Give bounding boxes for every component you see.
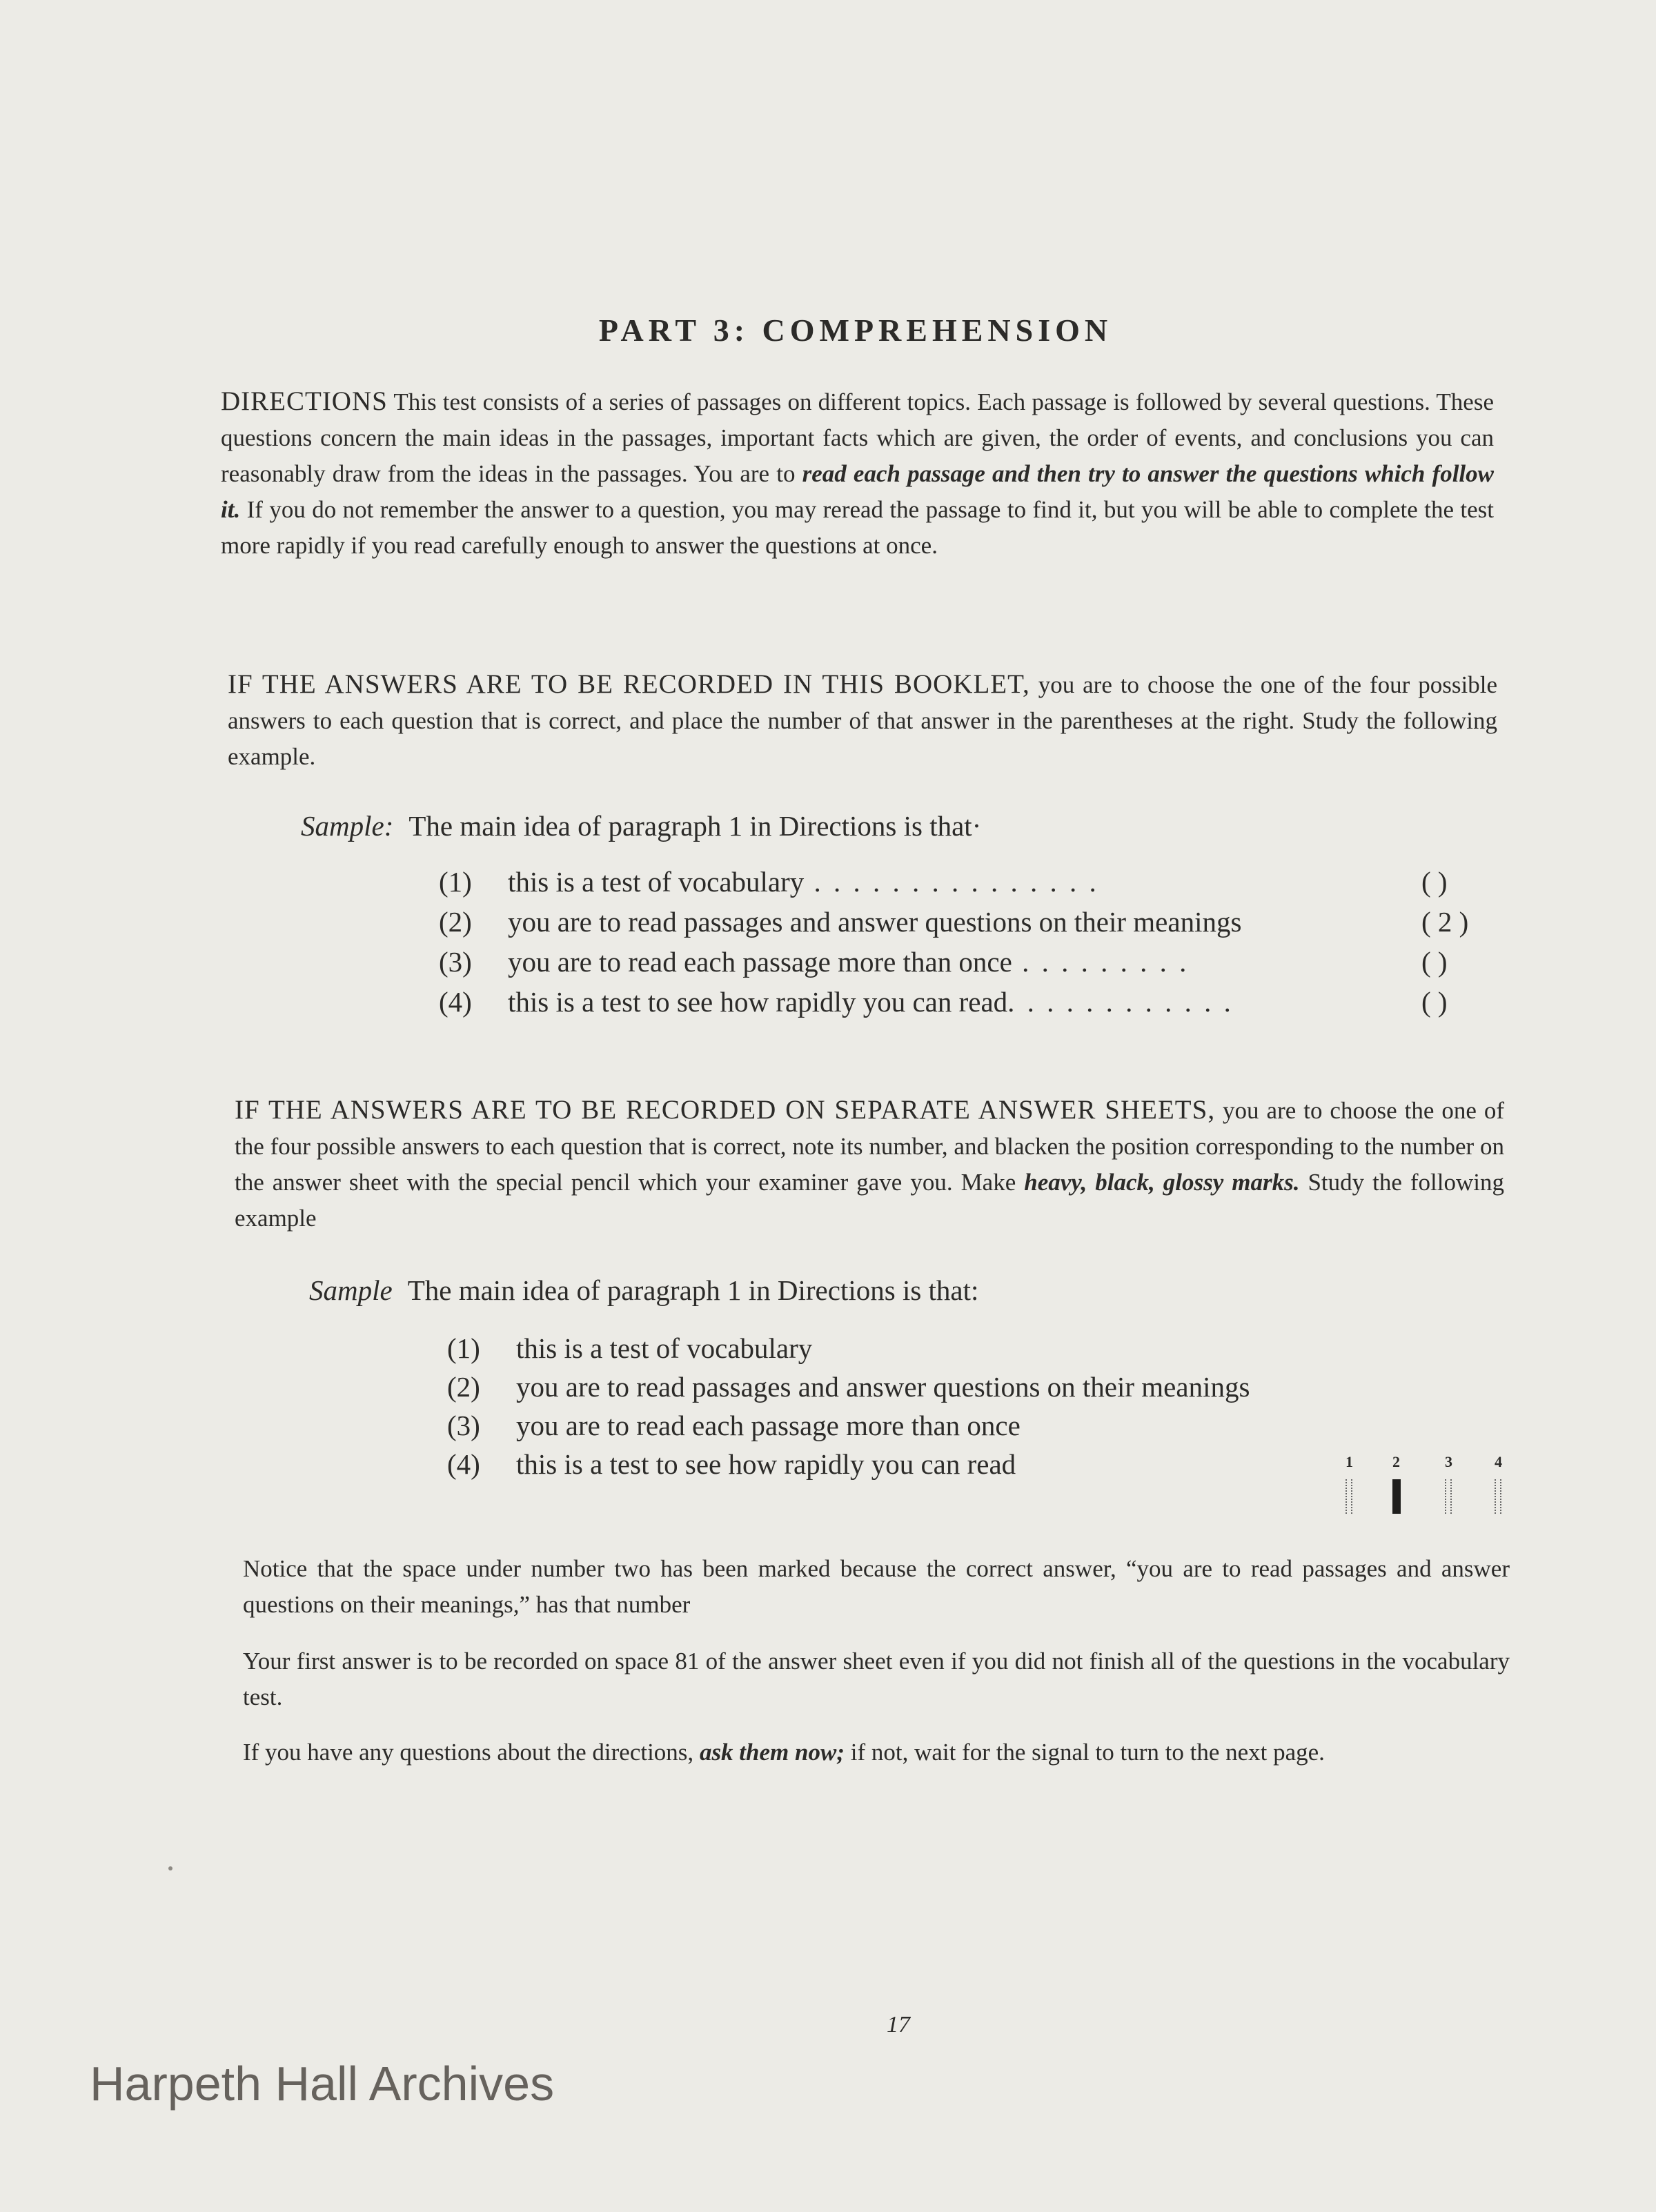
booklet-lead: IF THE ANSWERS ARE TO BE RECORDED IN THIS BOOKLET, [228, 669, 1030, 699]
page-number: 17 [887, 2012, 910, 2037]
directions-emphasis: read each passage and then try to answer the questions which follow it. [221, 460, 1494, 523]
option-number: (1) [447, 1332, 480, 1364]
sample1-paren: ( 2 ) [1421, 906, 1469, 938]
booklet-instructions [228, 666, 1497, 775]
leader-dots: . . . . . . . . . . . . [1007, 986, 1234, 1018]
answer-bubble-1 [1346, 1479, 1352, 1514]
ask-emphasis: ask them now; [699, 1739, 845, 1766]
sample1-option [439, 985, 1234, 1018]
answer-bubble-2-marked [1392, 1479, 1401, 1514]
option-number: (4) [447, 1448, 480, 1480]
sample2-option [447, 1409, 1021, 1442]
sample1-option [439, 945, 1189, 978]
answer-grid-label-1: 1 [1346, 1453, 1353, 1470]
option-text: this is a test to see how rapidly you can read [508, 986, 1008, 1018]
sheets-emphasis: heavy, black, glossy marks. [1024, 1169, 1300, 1196]
sample1-option [439, 865, 1099, 898]
sample2-option [447, 1448, 1016, 1481]
directions-text-2: If you do not remember the answer to a question, you may reread the passage to find it, but you will be able to complete the test more rapidly if you read carefully enough to answer the questions at once. [221, 496, 1494, 559]
sample1-question-text: The main idea of paragraph 1 in Directions is that· [408, 810, 982, 842]
first-answer-paragraph: Your first answer is to be recorded on space 81 of the answer sheet even if you did not finish all of the questions in the vocabulary test. [243, 1648, 1510, 1710]
sample2-question [309, 1274, 978, 1307]
sample2-question-text: The main idea of paragraph 1 in Directions is that: [407, 1274, 979, 1306]
option-number: (2) [447, 1371, 480, 1403]
sheets-text-2: Study the following example [235, 1169, 1504, 1232]
sample1-paren: ( ) [1421, 946, 1448, 978]
leader-dots: . . . . . . . . . [1012, 946, 1190, 978]
directions-paragraph [221, 384, 1494, 564]
ask-text-2: if not, wait for the signal to turn to the next page. [844, 1739, 1325, 1766]
sample1-paren: ( ) [1421, 986, 1448, 1018]
answer-sheet-instructions [235, 1092, 1504, 1236]
sample1-option [439, 905, 1241, 938]
archive-watermark: Harpeth Hall Archives [90, 2057, 555, 2111]
answer-grid-label-3: 3 [1445, 1453, 1452, 1470]
option-number: (3) [447, 1410, 480, 1441]
paper-speck [168, 1866, 172, 1870]
answer-grid-label-4: 4 [1495, 1453, 1502, 1470]
sample1-paren: ( ) [1421, 866, 1448, 898]
sheets-text-1: you are to choose the one of the four possible answers to each question that is correct, note its number, and blacken the position corresponding to the number on the answer sheet with the special pencil which your examiner gave you. Make [235, 1097, 1504, 1196]
questions-paragraph [243, 1735, 1510, 1770]
ask-text-1: If you have any questions about the directions, [243, 1739, 700, 1766]
booklet-text: you are to choose the one of the four possible answers to each question that is correct, and place the number of that answer in the parentheses at the right. Study the following example. [228, 671, 1497, 770]
option-text: you are to read each passage more than once [516, 1410, 1021, 1441]
notice-paragraph: Notice that the space under number two has been marked because the correct answer, “you are to read passages and answer questions on their meanings,” has that number [243, 1555, 1510, 1618]
answer-bubble-3 [1445, 1479, 1452, 1514]
leader-dots: . . . . . . . . . . . . . . . [804, 866, 1099, 898]
sheets-lead: IF THE ANSWERS ARE TO BE RECORDED ON SEPARATE ANSWER SHEETS, [235, 1095, 1216, 1125]
section-title: PART 3: COMPREHENSION [598, 313, 1113, 348]
sample2-label: Sample [309, 1274, 393, 1306]
option-text: this is a test to see how rapidly you can read [516, 1448, 1016, 1480]
sample2-option [447, 1332, 812, 1365]
option-number: (1) [439, 866, 472, 898]
option-text: you are to read passages and answer questions on their meanings [516, 1371, 1250, 1403]
directions-lead: DIRECTIONS [221, 386, 388, 416]
answer-grid-label-2: 2 [1392, 1453, 1400, 1470]
option-number: (3) [439, 946, 472, 978]
sample2-option [447, 1370, 1250, 1403]
option-text: this is a test of vocabulary [516, 1332, 813, 1364]
option-number: (4) [439, 986, 472, 1018]
directions-text-1: This test consists of a series of passages on different topics. Each passage is followed by several questions. These questions concern the main ideas in the passages, important facts which are given, the order of events, and conclusions you can reasonably draw from the ideas in the passages. You are to [221, 388, 1494, 487]
option-text: this is a test of vocabulary [508, 866, 805, 898]
sample1-question [301, 809, 981, 842]
sample1-label: Sample: [301, 810, 394, 842]
option-number: (2) [439, 906, 472, 938]
answer-bubble-4 [1495, 1479, 1501, 1514]
option-text: you are to read passages and answer questions on their meanings [508, 906, 1242, 938]
option-text: you are to read each passage more than once [508, 946, 1012, 978]
